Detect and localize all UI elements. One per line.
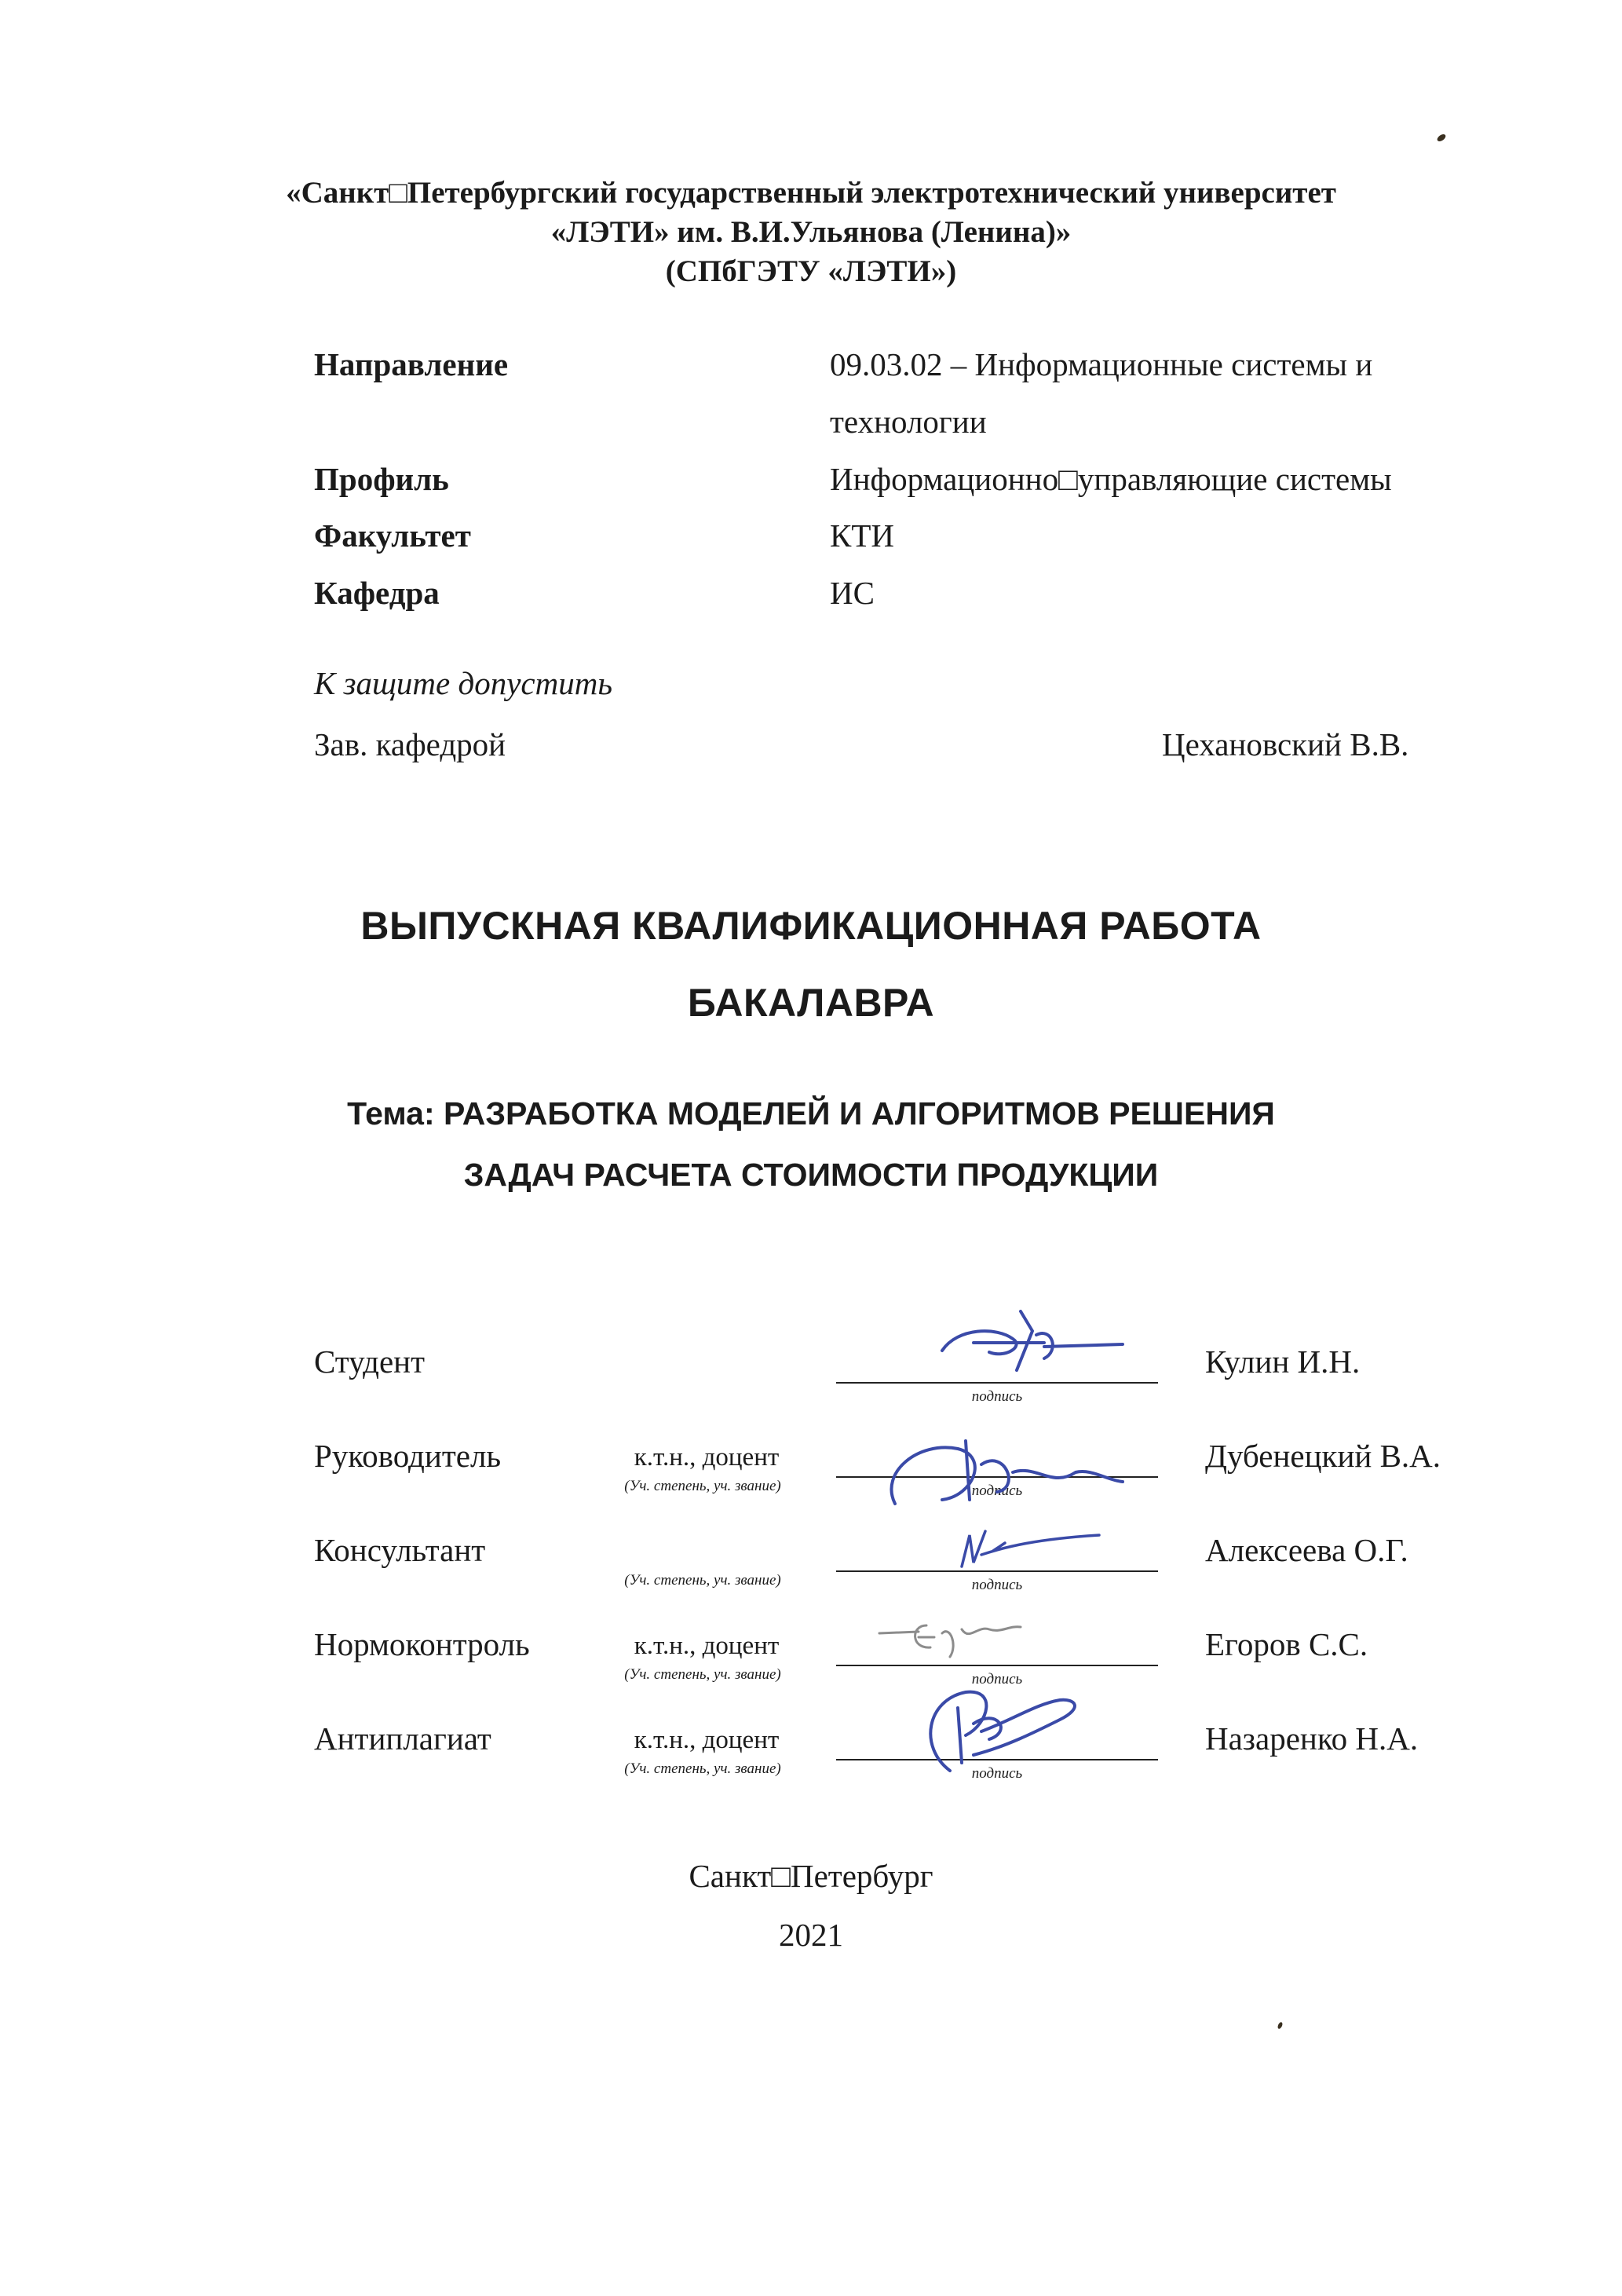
normcontrol-role: Нормоконтроль bbox=[314, 1626, 530, 1662]
student-name: Кулин И.Н. bbox=[1205, 1344, 1361, 1380]
supervisor-name: Дубенецкий В.А. bbox=[1205, 1438, 1441, 1474]
antiplagiarism-degree-caption: (Уч. степень, уч. звание) bbox=[624, 1760, 781, 1777]
faculty-value: КТИ bbox=[830, 517, 894, 554]
theme-line2: ЗАДАЧ РАСЧЕТА СТОИМОСТИ ПРОДУКЦИИ bbox=[463, 1157, 1159, 1193]
ink-speck bbox=[1277, 2021, 1283, 2029]
antiplagiarism-signature-caption: подпись bbox=[971, 1765, 1023, 1782]
consultant-role: Консультант bbox=[314, 1532, 486, 1568]
profile-value: Информационно□управляющие системы bbox=[830, 461, 1392, 497]
antiplagiarism-signature-mark bbox=[903, 1676, 1107, 1779]
normcontrol-name: Егоров С.С. bbox=[1205, 1626, 1368, 1662]
normcontrol-degree-caption: (Уч. степень, уч. звание) bbox=[624, 1666, 781, 1683]
department-label: Кафедра bbox=[314, 575, 440, 611]
supervisor-degree: к.т.н., доцент bbox=[634, 1443, 780, 1472]
head-of-department-name: Цехановский В.В. bbox=[1162, 726, 1409, 762]
supervisor-degree-caption: (Уч. степень, уч. звание) bbox=[624, 1478, 781, 1494]
normcontrol-signature-caption: подпись bbox=[971, 1671, 1023, 1687]
university-abbreviation: (СПбГЭТУ «ЛЭТИ») bbox=[665, 254, 957, 288]
consultant-signature-caption: подпись bbox=[971, 1577, 1023, 1593]
faculty-label: Факультет bbox=[314, 517, 471, 554]
student-signature-mark bbox=[926, 1296, 1131, 1390]
admission-note: К защите допустить bbox=[314, 665, 612, 701]
ink-speck bbox=[1436, 133, 1447, 143]
normcontrol-signature-mark bbox=[871, 1610, 1028, 1673]
student-signature-caption: подпись bbox=[971, 1388, 1023, 1405]
supervisor-role: Руководитель bbox=[314, 1438, 502, 1474]
city: Санкт□Петербург bbox=[689, 1858, 933, 1894]
document-title-line1: ВЫПУСКНАЯ КВАЛИФИКАЦИОННАЯ РАБОТА bbox=[360, 904, 1262, 948]
direction-value-line2: технологии bbox=[830, 404, 987, 440]
antiplagiarism-name: Назаренко Н.А. bbox=[1205, 1720, 1419, 1757]
university-name-line1: «Санкт□Петербургский государственный электротехнический университет bbox=[286, 176, 1336, 210]
supervisor-signature-caption: подпись bbox=[971, 1483, 1023, 1499]
consultant-signature-mark bbox=[950, 1519, 1107, 1574]
year: 2021 bbox=[779, 1917, 843, 1953]
student-role: Студент bbox=[314, 1344, 426, 1380]
profile-label: Профиль bbox=[314, 461, 449, 497]
consultant-name: Алексеева О.Г. bbox=[1205, 1532, 1408, 1568]
antiplagiarism-degree: к.т.н., доцент bbox=[634, 1726, 780, 1754]
university-name-line2: «ЛЭТИ» им. В.И.Ульянова (Ленина)» bbox=[550, 215, 1072, 249]
consultant-degree-caption: (Уч. степень, уч. звание) bbox=[624, 1572, 781, 1589]
supervisor-signature-mark bbox=[871, 1425, 1138, 1519]
direction-value-line1: 09.03.02 – Информационные системы и bbox=[830, 346, 1373, 382]
theme-line1: Тема: РАЗРАБОТКА МОДЕЛЕЙ И АЛГОРИТМОВ РЕШЕНИЯ bbox=[347, 1095, 1275, 1132]
department-value: ИС bbox=[830, 575, 875, 611]
antiplagiarism-role: Антиплагиат bbox=[314, 1720, 491, 1757]
direction-label: Направление bbox=[314, 346, 509, 382]
document-title-line2: БАКАЛАВРА bbox=[687, 981, 935, 1025]
normcontrol-degree: к.т.н., доцент bbox=[634, 1632, 780, 1660]
head-of-department-label: Зав. кафедрой bbox=[314, 726, 506, 762]
